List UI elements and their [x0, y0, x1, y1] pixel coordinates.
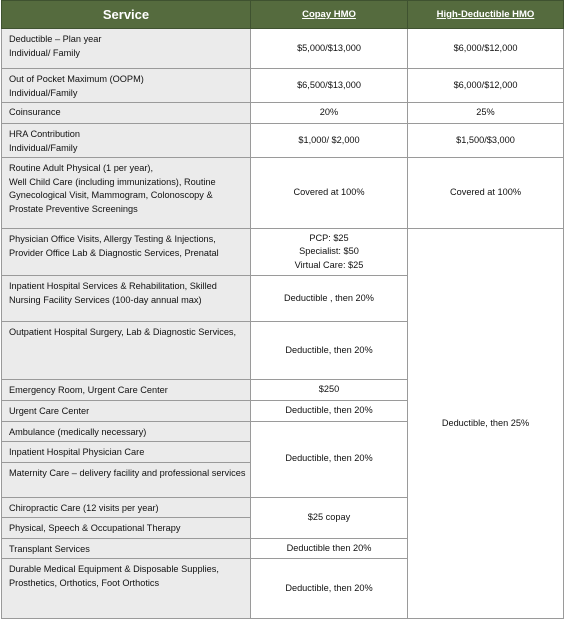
copay-hmo-cell: $250	[251, 380, 408, 401]
copay-hmo-cell: Deductible then 20%	[251, 538, 408, 559]
service-column-header: Service	[2, 1, 251, 29]
service-cell: Maternity Care – delivery facility and professional services	[2, 462, 251, 497]
high-deductible-cell: 25%	[408, 103, 564, 124]
high-deductible-cell: $1,500/$3,000	[408, 124, 564, 158]
service-cell: Deductible – Plan year Individual/ Family	[2, 29, 251, 69]
service-cell: Emergency Room, Urgent Care Center	[2, 380, 251, 401]
table-row	[2, 69, 564, 103]
service-cell: Physician Office Visits, Allergy Testing & Injections, Provider Office Lab & Diagnostic Services, Prenatal	[2, 229, 251, 276]
table-row	[2, 29, 564, 69]
copay-hmo-cell: Deductible, then 20%	[251, 322, 408, 380]
service-cell: Transplant Services	[2, 538, 251, 559]
service-cell: Outpatient Hospital Surgery, Lab & Diagnostic Services,	[2, 322, 251, 380]
service-cell: HRA Contribution Individual/Family	[2, 124, 251, 158]
copay-hmo-cell: $6,500/$13,000	[251, 69, 408, 103]
table-row	[2, 229, 564, 276]
high-deductible-merged-cell: Deductible, then 25%	[408, 229, 564, 619]
service-cell: Inpatient Hospital Physician Care	[2, 442, 251, 463]
service-cell: Routine Adult Physical (1 per year), Well Child Care (including immunizations), Routine Gynecological Visit, Mammogram, Colonoscopy & Prostate Preventive Screenings	[2, 158, 251, 229]
service-cell: Urgent Care Center	[2, 401, 251, 422]
table-row	[2, 158, 564, 229]
copay-hmo-cell: Deductible , then 20%	[251, 276, 408, 322]
service-cell: Physical, Speech & Occupational Therapy	[2, 518, 251, 539]
copay-hmo-cell: $1,000/ $2,000	[251, 124, 408, 158]
copay-hmo-cell: Covered at 100%	[251, 158, 408, 229]
service-cell: Inpatient Hospital Services & Rehabilitation, Skilled Nursing Facility Services (100-day annual max)	[2, 276, 251, 322]
copay-hmo-cell: Deductible, then 20%	[251, 401, 408, 422]
copay-hmo-cell: 20%	[251, 103, 408, 124]
service-cell: Durable Medical Equipment & Disposable Supplies, Prosthetics, Orthotics, Foot Orthotics	[2, 559, 251, 619]
high-deductible-hmo-column-header: High-Deductible HMO	[408, 1, 564, 29]
copay-hmo-column-header: Copay HMO	[251, 1, 408, 29]
high-deductible-cell: $6,000/$12,000	[408, 69, 564, 103]
table-row	[2, 124, 564, 158]
benefits-table	[1, 0, 564, 619]
high-deductible-cell: $6,000/$12,000	[408, 29, 564, 69]
service-cell: Coinsurance	[2, 103, 251, 124]
table-row	[2, 103, 564, 124]
service-cell: Chiropractic Care (12 visits per year)	[2, 497, 251, 518]
service-cell: Out of Pocket Maximum (OOPM) Individual/Family	[2, 69, 251, 103]
copay-hmo-merged-cell: Deductible, then 20%	[251, 421, 408, 497]
copay-hmo-cell: PCP: $25 Specialist: $50 Virtual Care: $25	[251, 229, 408, 276]
header-row	[2, 1, 564, 29]
high-deductible-cell: Covered at 100%	[408, 158, 564, 229]
copay-hmo-cell: $5,000/$13,000	[251, 29, 408, 69]
service-cell: Ambulance (medically necessary)	[2, 421, 251, 442]
copay-hmo-cell: Deductible, then 20%	[251, 559, 408, 619]
copay-hmo-merged-cell: $25 copay	[251, 497, 408, 538]
